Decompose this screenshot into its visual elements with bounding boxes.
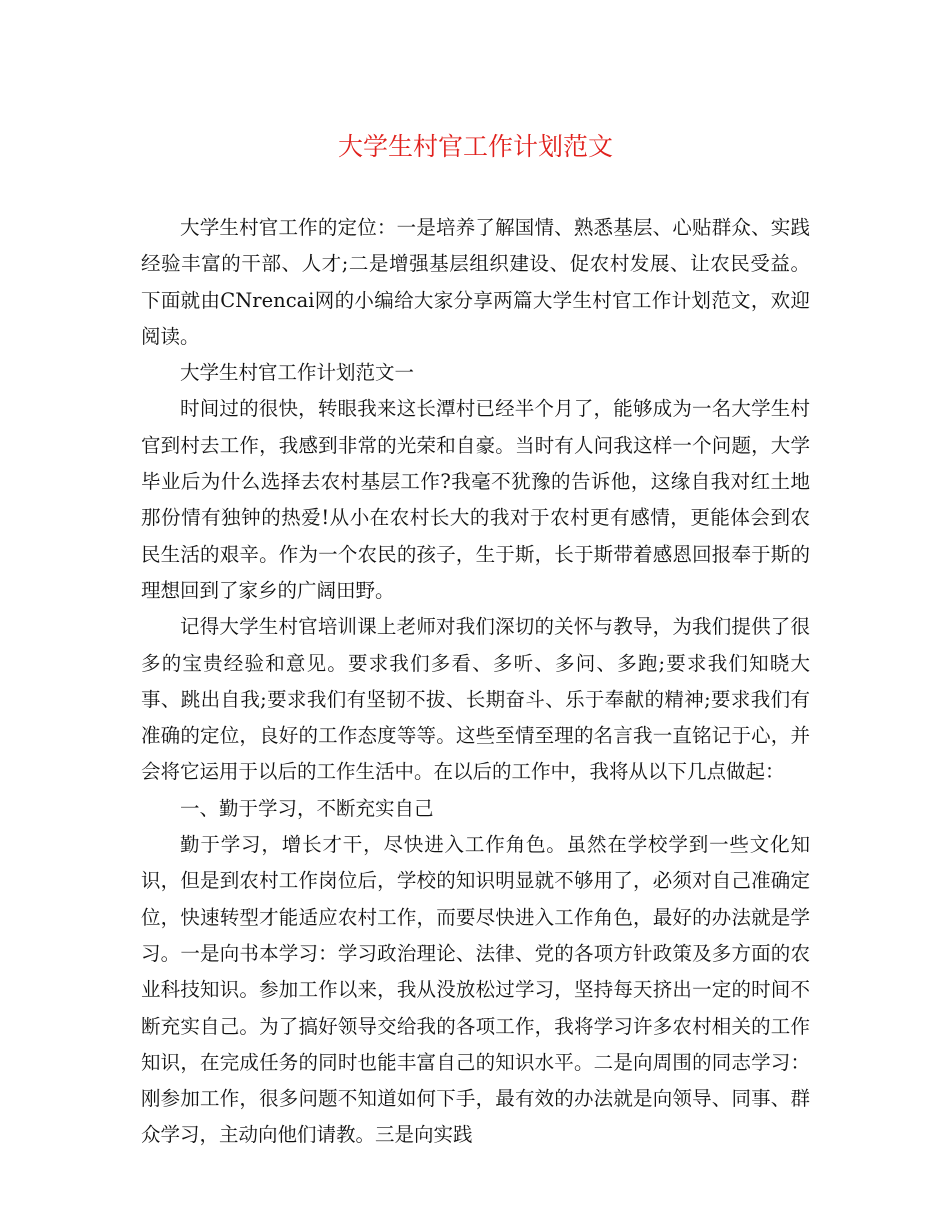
subsection-heading: 一、勤于学习，不断充实自己 xyxy=(180,796,434,820)
paragraph: 时间过的很快，转眼我来这长潭村已经半个月了，能够成为一名大学生村官到村去工作，我感到非常的光荣和自豪。当时有人问我这样一个问题，大学毕业后为什么选择去农村基层工作?我毫不犹豫的告诉他，这缘自我对红土地那份情有独钟的热爱!从小在农村长大的我对于农村更有感情，更能体会到农民生活的艰辛。作为一个农民的孩子，生于斯，长于斯带着感恩回报奉于斯的理想回到了家乡的广阔田野。 xyxy=(141,397,810,602)
paragraph: 记得大学生村官培训课上老师对我们深切的关怀与教导，为我们提供了很多的宝贵经验和意见。要求我们多看、多听、多问、多跑;要求我们知晓大事、跳出自我;要求我们有坚韧不拔、长期奋斗、乐于奉献的精神;要求我们有准确的定位，良好的工作态度等等。这些至情至理的名言我一直铭记于心，并会将它运用于以后的工作生活中。在以后的工作中，我将从以下几点做起： xyxy=(141,615,810,784)
document-body xyxy=(141,210,810,1154)
document-title: 大学生村官工作计划范文 xyxy=(337,132,613,161)
paragraph: 勤于学习，增长才干，尽快进入工作角色。虽然在学校学到一些文化知识，但是到农村工作岗位后，学校的知识明显就不够用了，必须对自己准确定位，快速转型才能适应农村工作，而要尽快进入工作角色，最好的办法就是学习。一是向书本学习：学习政治理论、法律、党的各项方针政策及多方面的农业科技知识。参加工作以来，我从没放松过学习，坚持每天挤出一定的时间不断充实自己。为了搞好领导交给我的各项工作，我将学习许多农村相关的工作知识，在完成任务的同时也能丰富自己的知识水平。二是向周围的同志学习：刚参加工作，很多问题不知道如何下手，最有效的办法就是向领导、同事、群众学习，主动向他们请教。三是向实践 xyxy=(141,833,810,1147)
paragraph-intro: 大学生村官工作的定位：一是培养了解国情、熟悉基层、心贴群众、实践经验丰富的干部、人才;二是增强基层组织建设、促农村发展、让农民受益。下面就由CNrencai网的小编给大家分享两篇大学生村官工作计划范文，欢迎阅读。 xyxy=(141,216,810,348)
section-heading-article-one: 大学生村官工作计划范文一 xyxy=(180,361,415,385)
